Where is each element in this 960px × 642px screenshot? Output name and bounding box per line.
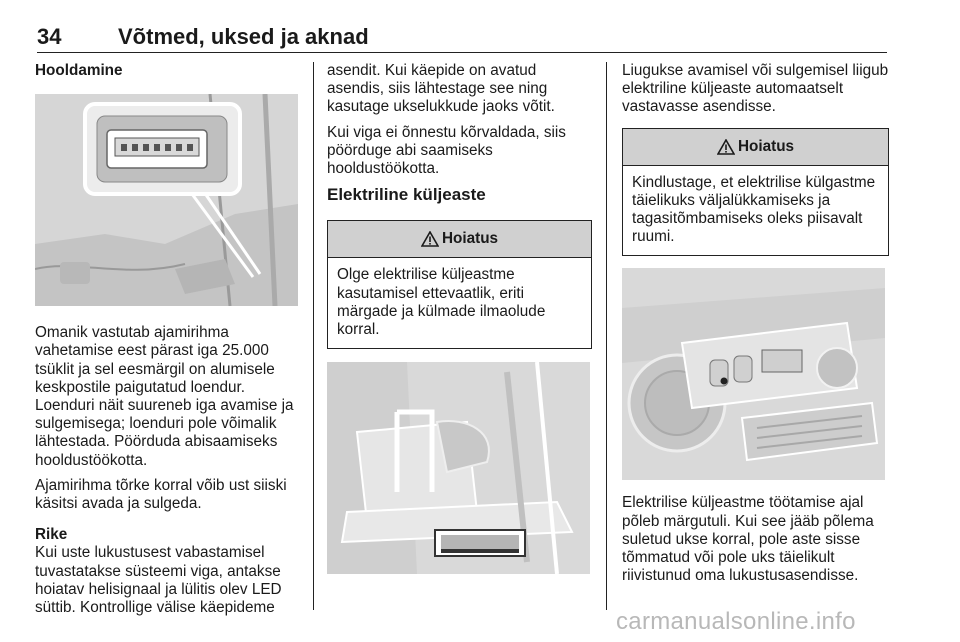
warning-box	[327, 220, 592, 349]
warning-header	[623, 129, 888, 166]
section-heading-rike: Rike	[35, 526, 68, 544]
warning-title: Hoiatus	[441, 230, 499, 248]
paragraph: Liugukse avamisel või sulgemisel liigub elektriline küljeaste automaatselt vastavasse asendisse.	[622, 62, 889, 116]
paragraph: Omanik vastutab ajamirihma vahetamise eest pärast iga 25.000 tsüklit ja sel eesmärgil on alumisele keskpostile paigutatud loendur. Loenduri näit suureneb iga avamise ja sulgemisega; loenduri pole võimalik lähtestada. Pöörduda abisaamiseks hooldustöökotta.	[35, 324, 294, 469]
warning-text: Olge elektrilise küljeastme kasutamisel ettevaatlik, eriti märgade ja külmade ilmaolude korral.	[337, 266, 546, 339]
dashboard-switch-illustration	[622, 268, 885, 480]
paragraph: asendit. Kui käepide on avatud asendis, siis lähtestage see ning kasutage ukselukkude jaoks võtit.	[327, 62, 555, 116]
paragraph: Elektrilise küljeastme töötamise ajal põleb märgutuli. Kui see jääb põlema suletud ukse korral, pole aste sisse tõmmatud või pole uks täielikult riivistunud oma lukustusasendisse.	[622, 494, 874, 585]
page-number: 34	[37, 24, 62, 49]
watermark: carmanualsonline.info	[616, 608, 856, 635]
section-heading-elektriline-kuljeaste: Elektriline küljeaste	[327, 185, 486, 205]
page-header	[37, 22, 887, 53]
warning-header	[328, 221, 591, 258]
warning-title: Hoiatus	[737, 137, 795, 155]
paragraph: Ajamirihma tõrke korral võib ust siiski käsitsi avada ja sulgeda.	[35, 476, 287, 513]
warning-triangle-icon	[421, 231, 439, 247]
column-divider	[606, 62, 607, 610]
paragraph: Kui viga ei õnnestu kõrvaldada, siis pöörduge abi saamiseks hooldustöökotta.	[327, 123, 566, 178]
warning-box	[622, 128, 889, 257]
warning-text: Kindlustage, et elektrilise külgastme täielikuks väljalükkamiseks ja tagasitõmbamiseks oleks piisavalt ruumi.	[632, 173, 876, 246]
column-divider	[313, 62, 314, 610]
side-step-illustration	[327, 362, 590, 574]
column-3	[622, 62, 889, 592]
door-counter-illustration	[35, 94, 298, 306]
warning-triangle-icon	[717, 139, 735, 155]
paragraph: Kui uste lukustusest vabastamisel tuvastatakse süsteemi viga, antakse hoiatav helisignaal ja lülitis olev LED süttib. Kontrollige välise käepideme	[35, 544, 282, 617]
column-2	[327, 62, 592, 574]
chapter-title: Võtmed, uksed ja aknad	[118, 24, 369, 49]
column-1	[35, 62, 305, 624]
section-heading-hooldamine: Hooldamine	[35, 62, 123, 79]
